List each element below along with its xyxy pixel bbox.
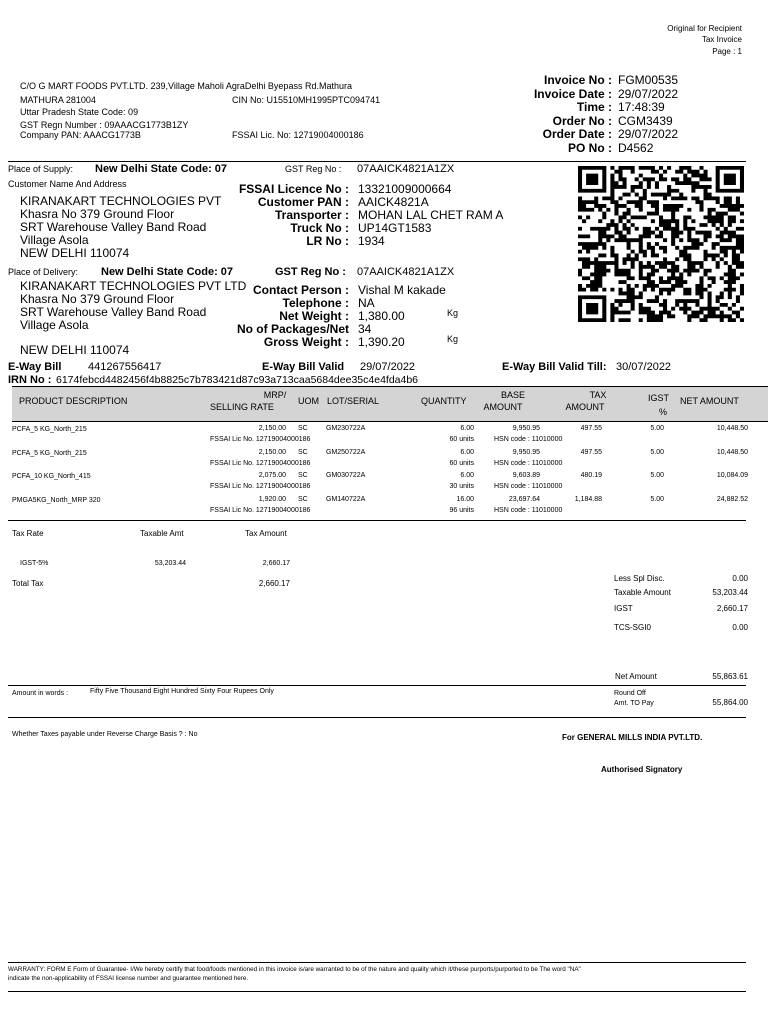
delivery-detail-value: 34	[358, 322, 372, 336]
eway-valid-label: E-Way Bill Valid	[262, 361, 345, 373]
row-units: 60 units	[449, 436, 474, 443]
supply-gst-label: GST Reg No :	[285, 164, 342, 174]
row-base-amount: 23,697.64	[508, 495, 540, 503]
amount-to-pay-label: Amt. TO Pay	[614, 700, 654, 707]
row-fssai: FSSAI Lic No. 12719004000186	[210, 459, 311, 467]
row-product-description: PMGA5KG_North_MRP 320	[12, 496, 101, 504]
qr-finder	[578, 295, 606, 322]
invoice-info-value: D4562	[618, 141, 654, 155]
customer-detail-value: 13321009000664	[358, 182, 452, 196]
totals-label: Less Spl Disc.	[614, 574, 665, 583]
delivery-detail-value: 1,390.20	[358, 335, 405, 349]
delivery-detail-label: Telephone :	[282, 296, 349, 310]
delivery-detail-value: Vishal M kakade	[358, 283, 446, 297]
row-tax-amount: 497.55	[580, 425, 602, 432]
seller-gst: GST Regn Number : 09AAACG1773B1ZY	[20, 120, 189, 130]
row-igst-percent: 5.00	[650, 472, 664, 480]
row-base-amount: 9,603.89	[512, 472, 540, 480]
invoice-info-label: Time :	[576, 100, 612, 115]
delivery-address-line: KIRANAKART TECHNOLOGIES PVT LTD	[20, 279, 247, 293]
eway-valid-till-value: 30/07/2022	[616, 361, 672, 373]
row-selling-rate: 1,920.00	[258, 495, 286, 503]
totals-label: Taxable Amount	[614, 588, 671, 597]
amount-words-label: Amount in words :	[12, 690, 69, 697]
row-net-amount: 24,882.52	[716, 495, 748, 503]
row-units: 30 units	[449, 483, 474, 491]
row-tax-amount: 497.55	[580, 448, 602, 456]
net-amount-label: Net Amount	[615, 672, 657, 681]
amount-words-value: Fifty Five Thousand Eight Hundred Sixty Four Rupees Only	[90, 688, 274, 695]
totals-label: IGST	[614, 604, 633, 613]
customer-detail-label: Truck No :	[290, 221, 349, 235]
customer-detail-value: UP14GT1583	[358, 221, 432, 235]
for-company: For GENERAL MILLS INDIA PVT.LTD.	[562, 733, 703, 742]
weight-unit: Kg	[447, 308, 459, 318]
col-igst-percent: %	[659, 407, 668, 417]
customer-address-line: Khasra No 379 Ground Floor	[20, 207, 175, 221]
row-fssai: FSSAI Lic No. 12719004000186	[210, 483, 311, 491]
delivery-detail-label: Contact Person :	[252, 283, 349, 297]
weight-unit: Kg	[447, 334, 459, 344]
qr-finder	[716, 166, 744, 193]
delivery-address-line: SRT Warehouse Valley Band Road	[20, 305, 207, 319]
delivery-detail-label: No of Packages/Net	[236, 322, 349, 336]
divider	[8, 685, 746, 686]
invoice-info-value: 17:48:39	[618, 100, 665, 115]
row-hsn: HSN code : 11010000	[494, 506, 563, 514]
warranty-line2: indicate the non-applicability of FSSAI license number and guarantee mentioned here.	[8, 975, 249, 982]
eway-valid-value: 29/07/2022	[360, 361, 416, 373]
reverse-charge-note: Whether Taxes payable under Reverse Charge Basis ? : No	[12, 731, 198, 738]
qr-code	[578, 166, 744, 322]
totals-value: 0.00	[732, 574, 748, 583]
customer-address-line: SRT Warehouse Valley Band Road	[20, 220, 207, 234]
row-igst-percent: 5.00	[650, 448, 664, 456]
place-of-supply-label: Place of Supply:	[8, 164, 74, 174]
row-selling-rate: 2,075.00	[258, 472, 286, 480]
invoice-info-label: Invoice Date :	[533, 86, 612, 101]
col-net-amount: NET AMOUNT	[680, 396, 739, 406]
seller-address-line1: C/O G MART FOODS PVT.LTD. 239,Village Maholi AgraDelhi Byepass Rd.Mathura	[20, 81, 352, 91]
row-base-amount: 9,950.95	[512, 448, 540, 456]
customer-heading: Customer Name And Address	[8, 179, 127, 189]
totals-value: 53,203.44	[712, 588, 748, 597]
col-quantity: QUANTITY	[421, 396, 467, 406]
col-tax: TAX	[589, 390, 607, 400]
eway-valid-till-label: E-Way Bill Valid Till:	[502, 361, 607, 373]
seller-address-line2: MATHURA 281004	[20, 95, 96, 105]
row-hsn: HSN code : 11010000	[494, 483, 563, 491]
divider	[8, 520, 746, 521]
tax-amount-value: 2,660.17	[262, 560, 290, 567]
row-units: 60 units	[449, 459, 474, 467]
row-tax-amount: 480.19	[580, 472, 602, 480]
row-units: 96 units	[449, 506, 474, 514]
delivery-detail-label: Net Weight :	[279, 309, 349, 323]
row-lot: GM230722A	[326, 425, 366, 432]
row-base-amount: 9,950.95	[512, 425, 540, 432]
customer-address-line: KIRANAKART TECHNOLOGIES PVT	[20, 194, 222, 208]
invoice-info-value: 29/07/2022	[618, 86, 679, 101]
seller-fssai: FSSAI Lic. No: 12719004000186	[232, 130, 364, 140]
invoice-info-label: Order No :	[552, 113, 612, 128]
amount-to-pay-value: 55,864.00	[712, 698, 748, 707]
invoice-info-label: Order Date :	[542, 127, 612, 142]
col-base-amount: AMOUNT	[483, 402, 523, 412]
tax-rate-value: IGST-5%	[20, 560, 49, 567]
round-off-label: Round Off	[614, 690, 646, 697]
row-product-description: PCFA_5 KG_North_215	[12, 449, 87, 457]
supply-gst-value: 07AAICK4821A1ZX	[357, 163, 455, 175]
total-tax-label: Total Tax	[12, 579, 44, 588]
delivery-address-line: Khasra No 379 Ground Floor	[20, 292, 175, 306]
customer-detail-value: 1934	[358, 234, 385, 248]
seller-pan: Company PAN: AAACG1773B	[20, 130, 141, 140]
authorised-signatory: Authorised Signatory	[601, 765, 683, 774]
customer-detail-value: MOHAN LAL CHET RAM A	[358, 208, 504, 222]
row-lot: GM030722A	[326, 472, 366, 480]
customer-address-line: NEW DELHI 110074	[20, 246, 130, 260]
row-selling-rate: 2,150.00	[258, 425, 286, 432]
row-hsn: HSN code : 11010000	[494, 459, 563, 467]
eway-bill-value: 441267556417	[88, 361, 162, 373]
invoice-info-label: Invoice No :	[543, 73, 612, 87]
totals-value: 0.00	[732, 623, 748, 632]
row-uom: SC	[298, 448, 308, 456]
copy-label: Original for Recipient	[667, 24, 742, 33]
invoice-info-value: CGM3439	[618, 113, 673, 128]
row-hsn: HSN code : 11010000	[494, 436, 563, 443]
invoice-info-value: 29/07/2022	[618, 127, 679, 142]
delivery-detail-value: NA	[358, 296, 375, 310]
row-uom: SC	[298, 425, 308, 432]
row-uom: SC	[298, 495, 308, 503]
invoice-info-label: PO No :	[568, 141, 612, 155]
col-tax-amount: AMOUNT	[565, 402, 605, 412]
tax-amount-heading: Tax Amount	[245, 529, 287, 538]
delivery-detail-label: Gross Weight :	[263, 335, 349, 349]
row-uom: SC	[298, 472, 308, 480]
row-igst-percent: 5.00	[650, 495, 664, 503]
row-tax-amount: 1,184.88	[574, 495, 602, 503]
taxable-amt-heading: Taxable Amt	[140, 529, 184, 538]
irn-value: 6174febcd4482456f4b8825c7b783421d87c93a713caa5684dee35c4e4fda4b6	[56, 374, 419, 386]
taxable-amt-value: 53,203.44	[154, 560, 186, 567]
tax-rate-heading: Tax Rate	[12, 529, 44, 538]
eway-bill-label: E-Way Bill	[8, 361, 62, 373]
col-product-description: PRODUCT DESCRIPTION	[19, 396, 128, 406]
delivery-address-line: Village Asola	[20, 318, 89, 332]
col-selling-rate: SELLING RATE	[210, 402, 274, 412]
delivery-detail-value: 1,380.00	[358, 309, 405, 323]
place-of-delivery-value: New Delhi State Code: 07	[101, 266, 234, 278]
row-lot: GM140722A	[326, 495, 366, 503]
row-net-amount: 10,448.50	[716, 425, 748, 432]
totals-label: TCS-SGI0	[614, 623, 651, 632]
customer-detail-label: FSSAI Licence No :	[238, 182, 349, 196]
delivery-address-line: NEW DELHI 110074	[20, 343, 130, 357]
row-igst-percent: 5.00	[650, 425, 664, 432]
invoice-info-value: FGM00535	[618, 73, 679, 87]
customer-address-line: Village Asola	[20, 233, 89, 247]
row-selling-rate: 2,150.00	[258, 448, 286, 456]
col-igst: IGST	[648, 393, 670, 403]
col-lot-serial: LOT/SERIAL	[327, 396, 380, 406]
row-quantity: 6.00	[460, 448, 474, 456]
customer-detail-value: AAICK4821A	[358, 195, 429, 209]
net-amount-value: 55,863.61	[712, 672, 748, 681]
customer-detail-label: LR No :	[306, 234, 349, 248]
row-product-description: PCFA_5 KG_North_215	[12, 426, 87, 433]
total-tax-value: 2,660.17	[258, 579, 290, 588]
doc-type: Tax Invoice	[701, 35, 742, 44]
qr-finder	[578, 166, 606, 193]
row-quantity: 6.00	[460, 472, 474, 480]
divider	[8, 161, 746, 162]
row-quantity: 16.00	[456, 495, 474, 503]
divider	[8, 717, 746, 718]
irn-label: IRN No :	[8, 374, 52, 386]
row-quantity: 6.00	[460, 425, 474, 432]
row-net-amount: 10,448.50	[716, 448, 748, 456]
col-mrp: MRP/	[263, 390, 287, 400]
page-number: Page : 1	[712, 47, 742, 56]
totals-value: 2,660.17	[716, 604, 748, 613]
row-fssai: FSSAI Lic No. 12719004000186	[210, 506, 311, 514]
place-of-supply-value: New Delhi State Code: 07	[95, 163, 228, 175]
seller-state: Uttar Pradesh State Code: 09	[20, 107, 139, 117]
divider	[8, 962, 746, 963]
col-uom: UOM	[298, 396, 319, 406]
place-of-delivery-label: Place of Delivery:	[8, 267, 79, 277]
row-product-description: PCFA_10 KG_North_415	[12, 473, 91, 481]
row-lot: GM250722A	[326, 448, 366, 456]
delivery-gst-label: GST Reg No :	[275, 266, 346, 278]
row-fssai: FSSAI Lic No. 12719004000186	[210, 436, 311, 443]
customer-detail-label: Customer PAN :	[257, 195, 349, 209]
delivery-gst-value: 07AAICK4821A1ZX	[357, 266, 455, 278]
divider	[8, 991, 746, 992]
col-base: BASE	[500, 390, 525, 400]
seller-cin: CIN No: U15510MH1995PTC094741	[232, 95, 381, 105]
row-net-amount: 10,084.09	[716, 472, 748, 480]
customer-detail-label: Transporter :	[274, 208, 349, 222]
warranty-line1: WARRANTY: FORM E Form of Guarantee- I/We hereby certify that food/foods mentioned in this invoice is/are warranted to be of the nature and quality which it/these purports/purported to be The word "NA"	[8, 966, 581, 973]
